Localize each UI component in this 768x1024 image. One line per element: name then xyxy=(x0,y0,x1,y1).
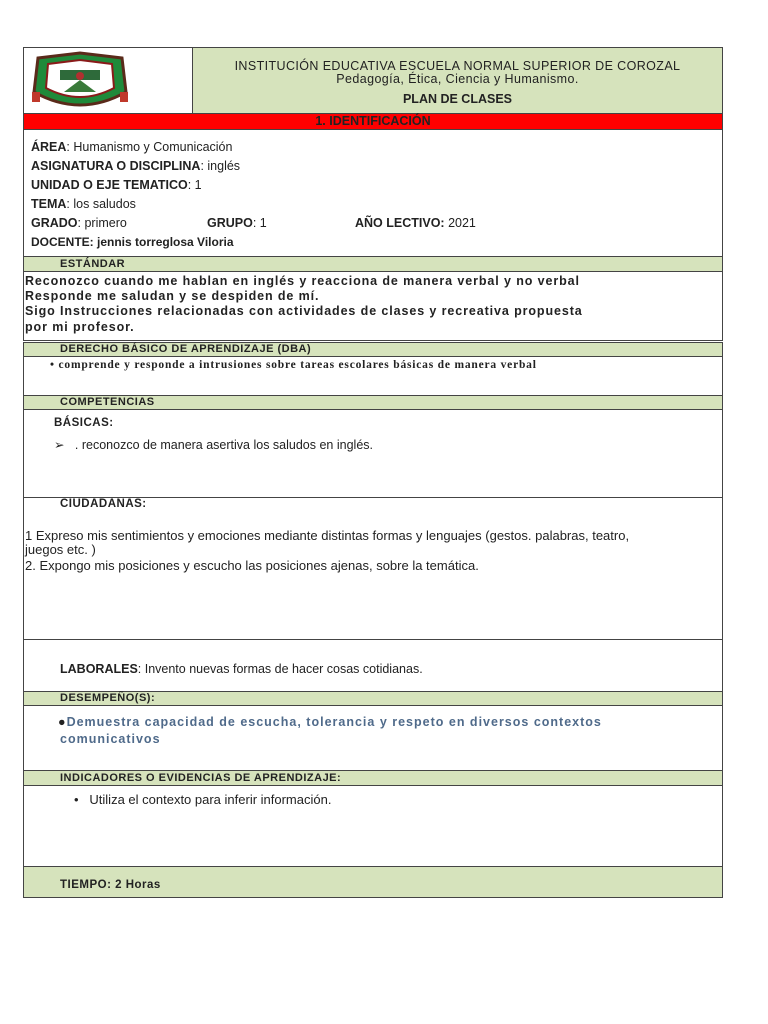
estandar-title: ESTÁNDAR xyxy=(60,258,126,270)
docente-field xyxy=(31,235,234,249)
laborales-value: : Invento nuevas formas de hacer cosas cotidianas. xyxy=(137,662,423,676)
tema-label: TEMA xyxy=(31,197,67,211)
tiempo-label: TIEMPO: 2 Horas xyxy=(60,879,161,891)
basicas-section xyxy=(23,409,723,498)
ciudadanas-line: juegos etc. ) xyxy=(25,542,96,557)
indicadores-item xyxy=(74,792,331,807)
unidad-field xyxy=(31,178,202,192)
desempenos-section xyxy=(23,705,723,771)
estandar-line: Sigo Instrucciones relacionadas con actividades de clases y recreativa propuesta xyxy=(25,304,583,318)
grupo-field xyxy=(207,216,267,230)
area-value: : Humanismo y Comunicación xyxy=(66,140,233,154)
desempeno-line1-text: Demuestra capacidad de escucha, tolerancia y respeto en diversos contextos xyxy=(66,715,602,729)
unidad-value: : 1 xyxy=(187,178,202,192)
competencias-title: COMPETENCIAS xyxy=(60,396,155,408)
identification-header xyxy=(23,113,723,130)
header-row xyxy=(23,47,723,114)
dba-title: DERECHO BÁSICO DE APRENDIZAJE (DBA) xyxy=(60,343,312,355)
asignatura-value: : inglés xyxy=(200,159,241,173)
basicas-item-text: . reconozco de manera asertiva los saludos en inglés. xyxy=(74,438,373,452)
laborales-label: LABORALES xyxy=(60,662,138,676)
plan-title: PLAN DE CLASES xyxy=(402,92,513,106)
indicadores-title: INDICADORES O EVIDENCIAS DE APRENDIZAJE: xyxy=(60,772,342,784)
indicadores-section xyxy=(23,785,723,867)
bullet-icon: • xyxy=(74,792,79,807)
grupo-label: GRUPO xyxy=(207,216,253,230)
dba-item-text: comprende y responde a intrusiones sobre tareas escolares básicas de manera verbal xyxy=(58,359,537,371)
laborales-field xyxy=(60,662,423,676)
basicas-title: BÁSICAS: xyxy=(54,417,114,429)
anio-value: 2021 xyxy=(448,216,476,230)
grado-field xyxy=(31,216,127,230)
institution-motto: Pedagogía, Ética, Ciencia y Humanismo. xyxy=(336,72,579,86)
laborales-section xyxy=(23,639,723,692)
area-label: ÁREA xyxy=(31,140,67,154)
identification-section xyxy=(23,129,723,257)
grado-label: GRADO xyxy=(31,216,78,230)
grupo-value: : 1 xyxy=(252,216,267,230)
docente-label: DOCENTE: xyxy=(31,235,94,249)
competencias-header xyxy=(23,395,723,410)
estandar-section xyxy=(23,271,723,341)
asignatura-label: ASIGNATURA O DISCIPLINA xyxy=(31,159,201,173)
basicas-item xyxy=(54,437,373,452)
identification-title: 1. IDENTIFICACIÓN xyxy=(315,114,431,128)
tema-field xyxy=(31,197,136,211)
school-shield-logo xyxy=(24,48,192,113)
tema-value: : los saludos xyxy=(66,197,136,211)
desempenos-header xyxy=(23,691,723,706)
header-title-cell xyxy=(193,48,722,113)
unidad-label: UNIDAD O EJE TEMATICO xyxy=(31,178,188,192)
ciudadanas-line: 2. Expongo mis posiciones y escucho las posiciones ajenas, sobre la temática. xyxy=(25,558,479,573)
grado-value: : primero xyxy=(77,216,127,230)
ciudadanas-title: CIUDADANAS: xyxy=(60,498,147,510)
estandar-line: Reconozco cuando me hablan en inglés y reacciona de manera verbal y no verbal xyxy=(25,274,580,288)
area-field xyxy=(31,140,232,154)
dba-header xyxy=(23,342,723,357)
desempeno-line xyxy=(58,715,602,729)
asignatura-field xyxy=(31,159,240,173)
bullet-icon: • xyxy=(50,359,55,371)
institution-name: INSTITUCIÓN EDUCATIVA ESCUELA NORMAL SUPERIOR DE COROZAL xyxy=(234,59,681,73)
ciudadanas-section xyxy=(23,497,723,640)
bullet-icon: ● xyxy=(58,715,67,729)
estandar-line: por mi profesor. xyxy=(25,320,135,334)
indicadores-item-text: Utiliza el contexto para inferir información. xyxy=(89,792,332,807)
logo-cell xyxy=(24,48,193,113)
dba-item xyxy=(50,359,537,371)
estandar-header xyxy=(23,256,723,272)
desempenos-title: DESEMPEÑO(S): xyxy=(60,692,156,704)
estandar-line: Responde me saludan y se despiden de mí. xyxy=(25,289,320,303)
anio-field xyxy=(355,216,476,230)
ciudadanas-line: 1 Expreso mis sentimientos y emociones mediante distintas formas y lenguajes (gestos. palabras, teatro, xyxy=(25,528,630,543)
desempeno-line2-text: comunicativos xyxy=(60,732,161,746)
anio-label: AÑO LECTIVO: xyxy=(355,216,445,230)
dba-section xyxy=(23,356,723,396)
tiempo-row xyxy=(23,866,723,898)
arrow-bullet-icon: ➢ xyxy=(54,438,65,452)
docente-value: jennis torreglosa Viloria xyxy=(97,235,234,249)
indicadores-header xyxy=(23,770,723,786)
